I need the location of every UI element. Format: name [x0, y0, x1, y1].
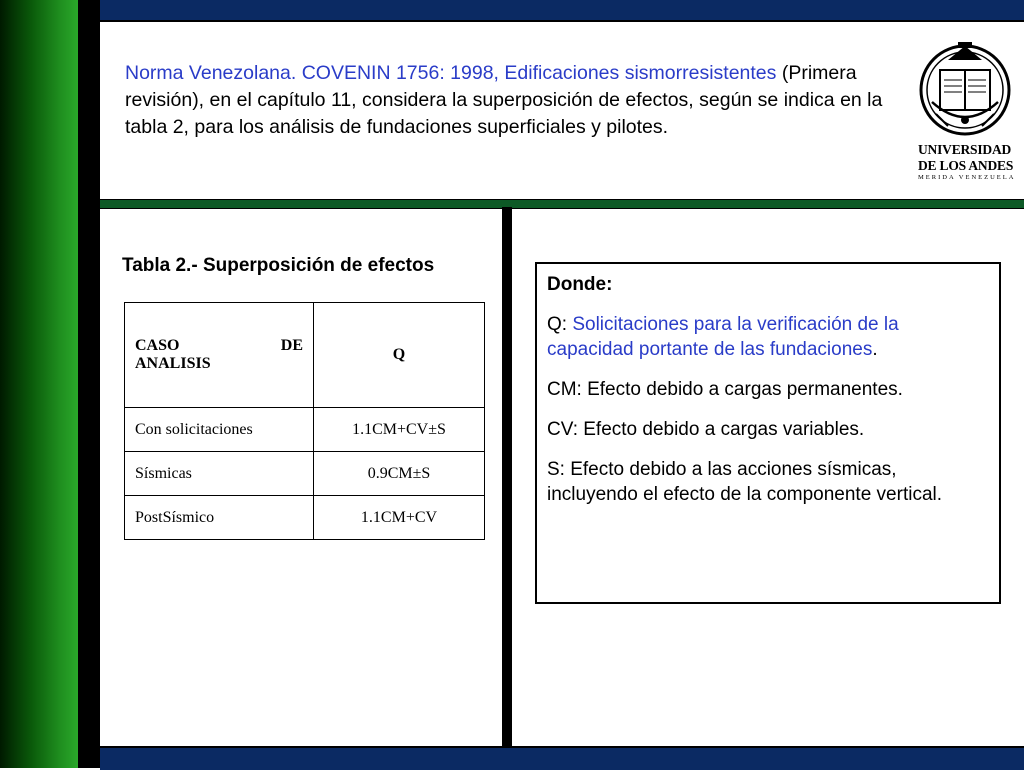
- effects-table: [124, 302, 485, 540]
- q-cell: 1.1CM+CV: [314, 496, 485, 540]
- logo-line-1: UNIVERSIDAD: [918, 142, 1012, 157]
- logo-line-3: MERIDA VENEZUELA: [918, 174, 1016, 181]
- table-header-row: [125, 303, 485, 408]
- university-seal-icon: [918, 40, 1012, 136]
- header-caso-word-1: CASO: [135, 337, 180, 354]
- definition-q-text: Solicitaciones para la verificación de la capacidad portante de las fundaciones: [547, 314, 899, 360]
- caso-cell: PostSísmico: [125, 496, 314, 540]
- definition-s: S: Efecto debido a las acciones sísmicas, incluyendo el efecto de la componente vertical.: [547, 459, 943, 505]
- definitions-title: Donde:: [547, 274, 613, 295]
- header-caso-cell: [125, 303, 314, 408]
- left-black-bar: [78, 0, 100, 768]
- definitions-box: [535, 262, 1001, 604]
- header-text: [125, 60, 895, 141]
- table-title: Tabla 2.- Superposición de efectos: [122, 255, 435, 276]
- definition-cv: CV: Efecto debido a cargas variables.: [547, 419, 865, 440]
- header-description: (Primera revisión), en el capítulo 11, considera la superposición de efectos, según se indica en la tabla 2, para los análisis de fundaciones superficiales y pilotes.: [125, 62, 883, 138]
- header-norm-title: Norma Venezolana. COVENIN 1756: 1998, Edificaciones sismorresistentes: [125, 62, 777, 84]
- caso-cell: Con solicitaciones: [125, 408, 314, 452]
- table-row: [125, 452, 485, 496]
- table-row: [125, 496, 485, 540]
- university-logo: [918, 40, 1018, 181]
- vertical-divider: [502, 207, 512, 746]
- q-cell: 1.1CM+CV±S: [314, 408, 485, 452]
- definition-cm: CM: Efecto debido a cargas permanentes.: [547, 379, 903, 400]
- header-separator: [100, 199, 1024, 209]
- table-row: [125, 408, 485, 452]
- definition-q-prefix: Q:: [547, 314, 573, 335]
- left-green-bar: [0, 0, 78, 768]
- definition-q-suffix: .: [872, 339, 878, 360]
- header-caso-word-3: ANALISIS: [135, 355, 211, 372]
- q-cell: 0.9CM±S: [314, 452, 485, 496]
- caso-cell: Sísmicas: [125, 452, 314, 496]
- bottom-band: [100, 746, 1024, 770]
- logo-line-2: DE LOS ANDES: [918, 158, 1014, 173]
- header-caso-word-2: DE: [280, 337, 303, 354]
- header-q-cell: Q: [314, 303, 485, 408]
- slide-header: [100, 22, 1024, 200]
- top-band: [100, 0, 1024, 22]
- definition-q: [547, 312, 989, 362]
